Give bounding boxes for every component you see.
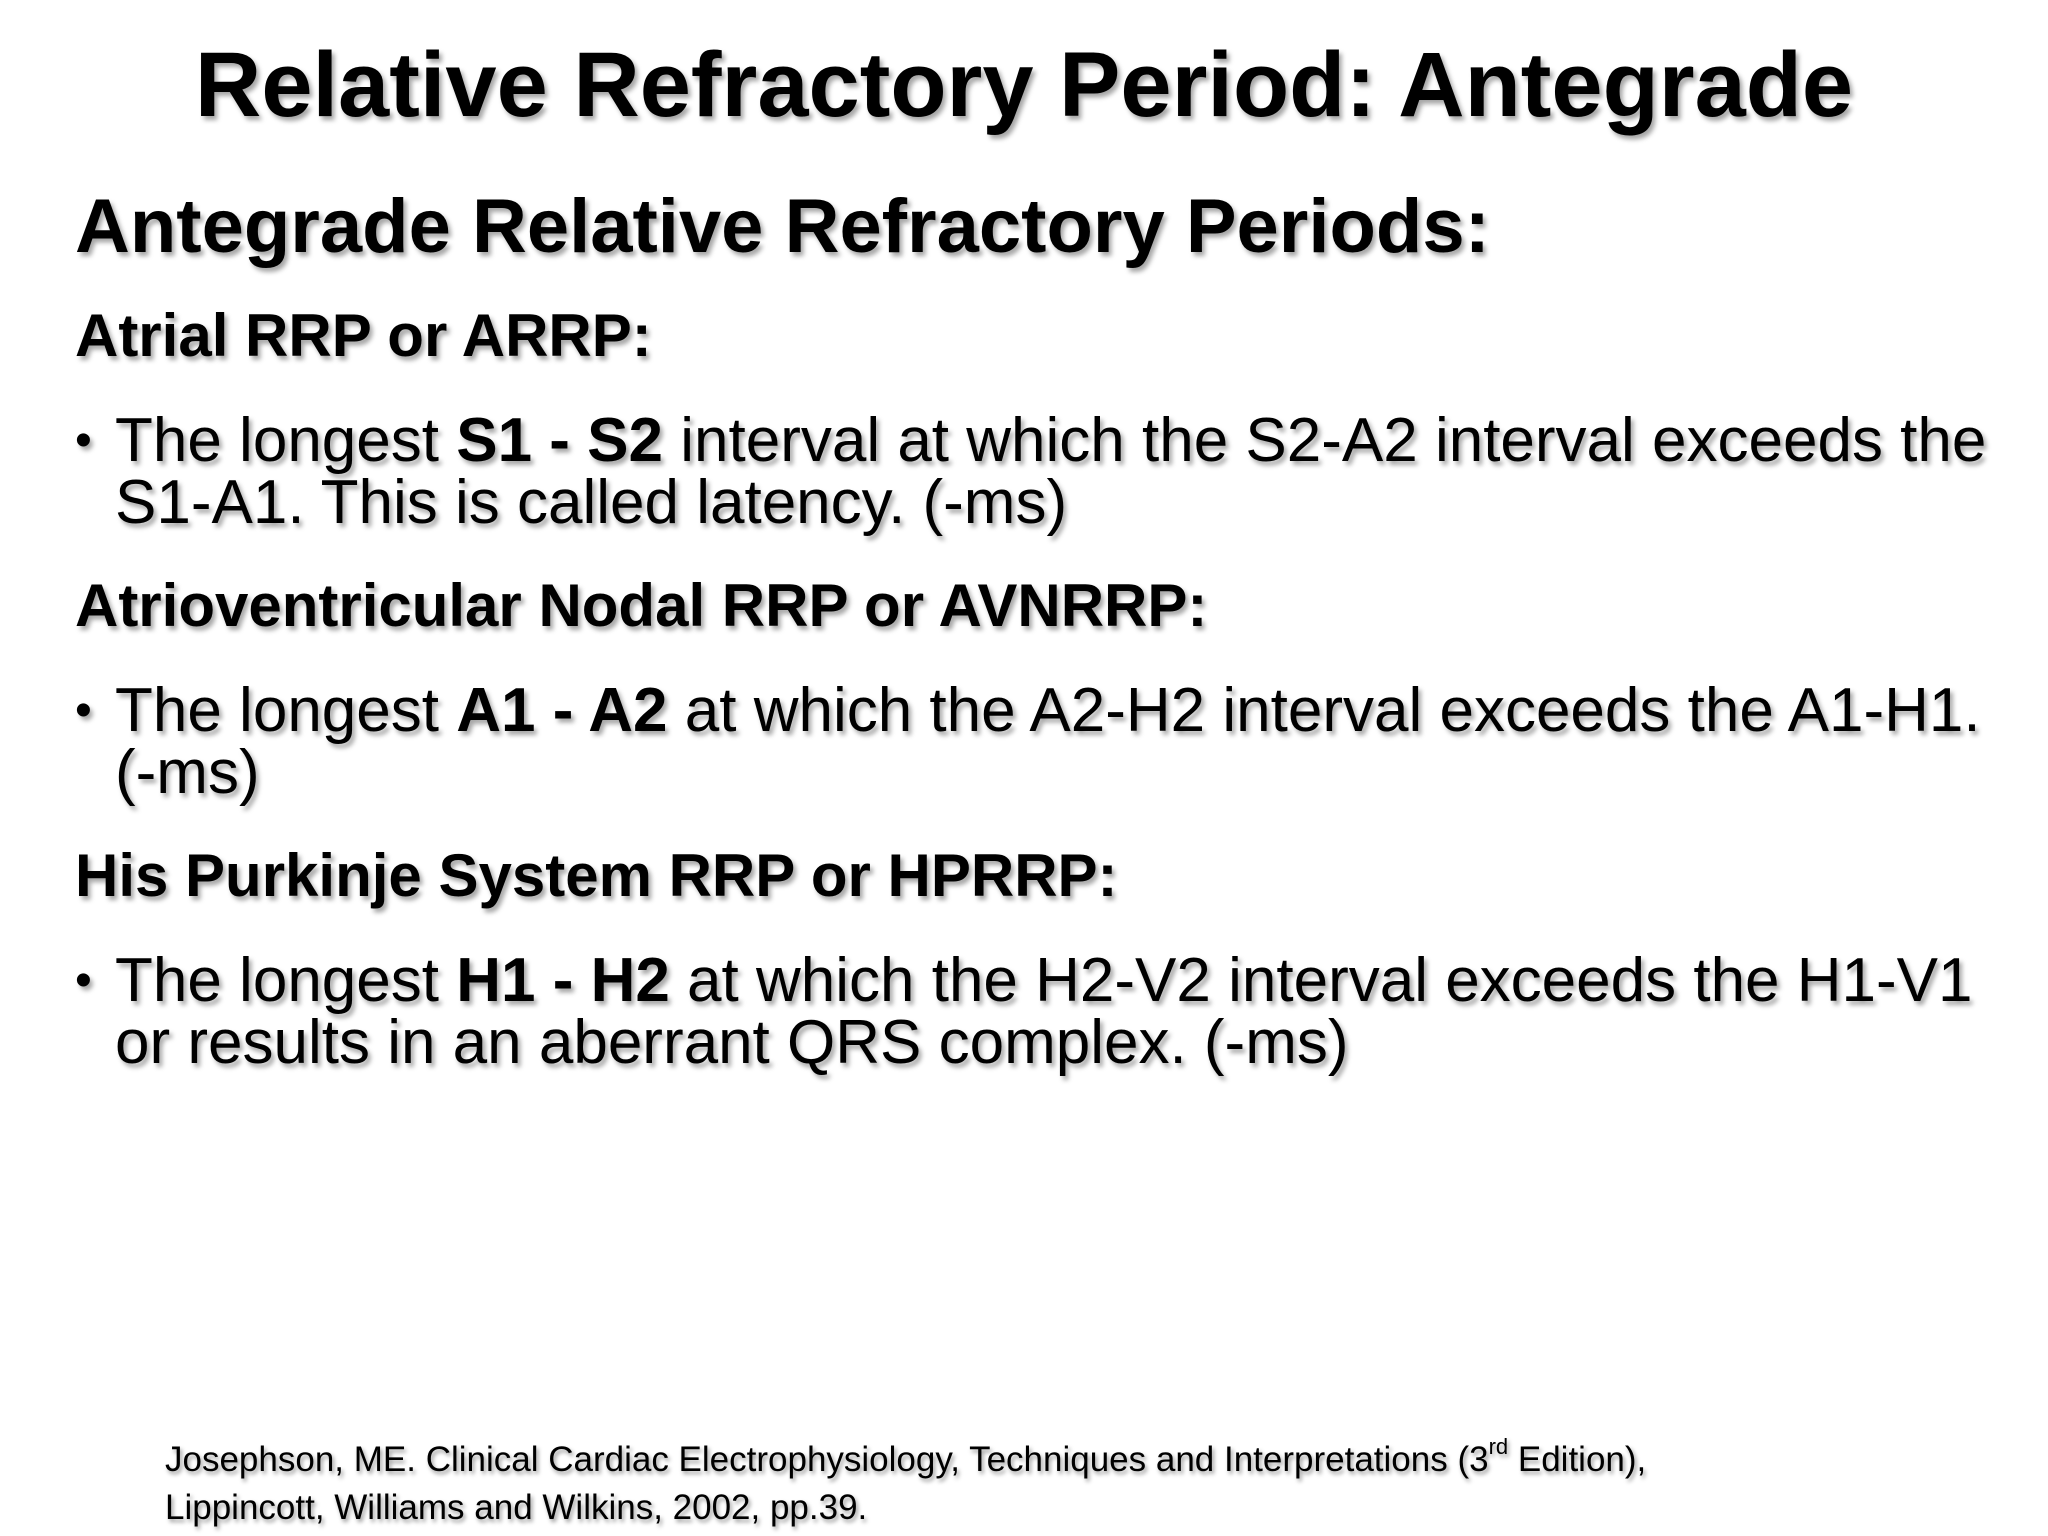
section-heading-avnrrp: Atrioventricular Nodal RRP or AVNRRP: — [75, 572, 1208, 639]
bullet-hprrp — [75, 946, 2015, 1077]
section-heading-arrp: Atrial RRP or ARRP: — [75, 302, 652, 369]
bullet-text-arrp: The longest S1 - S2 interval at which the S2-A2 interval exceeds the S1-A1. This is called latency. (-ms) — [115, 406, 1987, 537]
section-heading-hprrp: His Purkinje System RRP or HPRRP: — [75, 842, 1118, 909]
bullet-avnrrp — [75, 676, 2015, 807]
bullet-icon: • — [75, 414, 92, 467]
bullet-icon: • — [75, 684, 92, 737]
citation: Josephson, ME. Clinical Cardiac Electrophysiology, Techniques and Interpretations (3rd Edition), Lippincott, Williams and Wilkins, 2002, pp.39. — [165, 1434, 1647, 1527]
bullet-text-avnrrp: The longest A1 - A2 at which the A2-H2 interval exceeds the A1-H1. (-ms) — [115, 676, 1981, 807]
slide-subtitle: Antegrade Relative Refractory Periods: — [75, 184, 1490, 269]
bullet-text-hprrp: The longest H1 - H2 at which the H2-V2 interval exceeds the H1-V1 or results in an aberrant QRS complex. (-ms) — [115, 946, 1973, 1077]
slide-title: Relative Refractory Period: Antegrade — [194, 34, 1854, 136]
bullet-icon: • — [75, 954, 92, 1007]
bullet-arrp — [75, 406, 2015, 537]
